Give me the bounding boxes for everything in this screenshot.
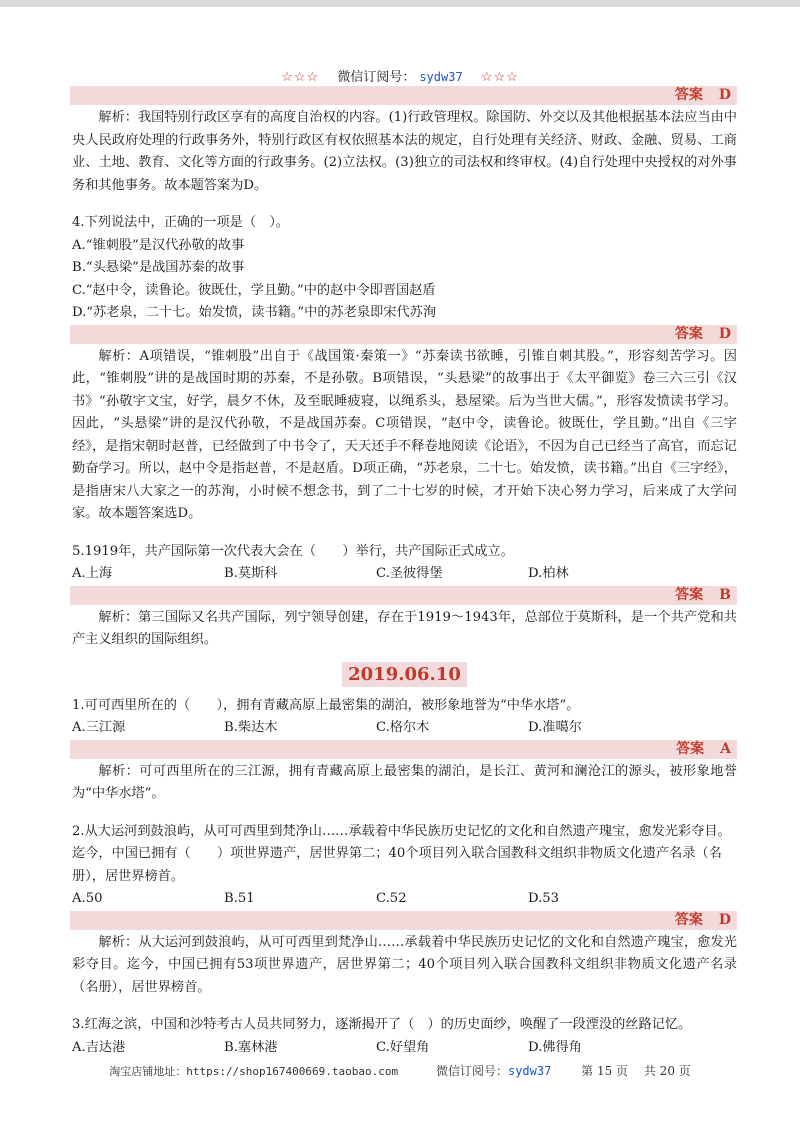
option: B.“头悬梁”是战国苏秦的故事 [72,260,245,275]
header-label: 微信订阅号： [337,70,416,85]
option: D.柏林 [528,566,569,581]
question-3: 3.红海之滨，中国和沙特考古人员共同努力，逐渐揭开了（ ）的历史面纱，唤醒了一段湮没的丝路记忆。 [72,1017,692,1032]
option: C.好望角 [376,1039,430,1055]
analysis: 解析：第三国际又名共产国际，列宁领导创建，存在于1919～1943年，总部位于莫斯科，是一个共产党和共产主义组织的国际组织。 [72,609,737,647]
footer-id: sydw37 [507,1064,552,1078]
option: B.柴达木 [224,720,278,735]
answer-bar: 答案 D [70,325,737,344]
question-5: 5.1919年，共产国际第一次代表大会在（ ）举行，共产国际正式成立。 [72,543,514,559]
option: D.佛得角 [528,1039,582,1055]
option: C.格尔木 [376,720,430,735]
answer-bar: 答案 B [70,586,737,605]
date-heading: 2019.06.10 [72,662,737,687]
option: D.53 [528,891,560,906]
option: A.三江源 [72,720,126,735]
star-decoration: ☆☆☆ [480,70,519,85]
option: A.“锥刺股”是汉代孙敬的故事 [72,237,245,253]
option: A.50 [72,891,103,906]
options-row [72,888,737,911]
page-header [0,66,800,85]
answer-bar: 答案 A [70,740,737,759]
question-2: 2.从大运河到鼓浪屿，从可可西里到梵净山……承载着中华民族历史记忆的文化和自然遗产瑰宝，愈发光彩夺目。迄今，中国已拥有（ ）项世界遗产，居世界第二；40个项目列入联合国教科文组织非物质文化遗产名录（名册），居世界榜首。 [72,823,731,884]
option: C.“赵中令，读鲁论。彼既仕，学且勤。”中的赵中令即晋国赵盾 [72,282,436,298]
option: B.塞林港 [224,1039,278,1055]
footer-label: 微信订阅号： [435,1064,508,1078]
option: D.准噶尔 [528,720,582,735]
option: C.圣彼得堡 [376,566,443,581]
page-footer [0,1062,800,1079]
analysis: 解析：可可西里所在的三江源，拥有青藏高原上最密集的湖泊，是长江、黄河和澜沧江的源头，被形象地誉为“中华水塔”。 [72,763,737,801]
header-id: sydw37 [419,70,463,84]
options-row [72,563,737,586]
answer-bar: 答案 D [70,911,737,930]
option: A.吉达港 [72,1039,126,1055]
answer-bar: 答案 D [70,86,737,105]
question-1: 1.可可西里所在的（ ），拥有青藏高原上最密集的湖泊，被形象地誉为“中华水塔”。 [72,697,580,713]
option: B.莫斯科 [224,566,278,581]
analysis: 解析：从大运河到鼓浪屿，从可可西里到梵净山……承载着中华民族历史记忆的文化和自然遗产瑰宝，愈发光彩夺目。迄今，中国已拥有53项世界遗产，居世界第二；40个项目列入联合国教科文组织非物质文化遗产名录（名册），居世界榜首。 [72,934,737,995]
option: A.上海 [72,566,113,581]
option: C.52 [376,891,407,906]
shop-address: 淘宝店铺地址：https://shop167400669.taobao.com [109,1065,399,1078]
page-number: 第 15 页 共 20 页 [581,1064,691,1078]
options-row [72,1037,737,1060]
analysis: 解析：A项错误，“锥刺股”出自于《战国策·秦策一》“苏秦读书欲睡，引锥自刺其股。”，形容刻苦学习。因此，“锥刺股”讲的是战国时期的苏秦，不是孙敬。B项错误，“头悬梁”的故事出于《太平御览》卷三六三引《汉书》“孙敬字文宝，好学，晨夕不休，及至眠睡疲寝，以绳系头，悬屋梁。后为当世大儒。”，形容发愤读书学习。因此，“头悬梁”讲的是汉代孙敬，不是战国苏秦。C项错误，“赵中令，读鲁论。彼既仕，学且勤。”出自《三字经》，是指宋朝时赵普，已经做到了中书令了，天天还手不释卷地阅读《论语》，不因为自己已经当了高官，而忘记勤奋学习。所以，赵中令是指赵普，不是赵盾。D项正确，“苏老泉，二十七。始发愤，读书籍。”出自《三字经》，是指唐宋八大家之一的苏洵，小时候不想念书，到了二十七岁的时候，才开始下决心努力学习，后来成了大学问家。故本题答案选D。 [72,348,737,521]
top-strip [0,0,800,7]
option: D.“苏老泉，二十七。始发愤，读书籍。”中的苏老泉即宋代苏洵 [72,305,437,320]
option: B.51 [224,891,255,906]
document-body [72,86,737,1059]
analysis: 解析：我国特别行政区享有的高度自治权的内容。(1)行政管理权。除国防、外交以及其他根据基本法应当由中央人民政府处理的行政事务外，特别行政区有权依照基本法的规定，自行处理有关经济、财政、金融、贸易、工商业、土地、教育、文化等方面的行政事务。(2)立法权。(3)独立的司法权和终审权。(4)自行处理中央授权的对外事务和其他事务。故本题答案为D。 [72,110,737,193]
star-decoration: ☆☆☆ [281,70,320,85]
options-row [72,717,737,740]
question-4: 4.下列说法中，正确的一项是（ ）。 [72,215,289,230]
